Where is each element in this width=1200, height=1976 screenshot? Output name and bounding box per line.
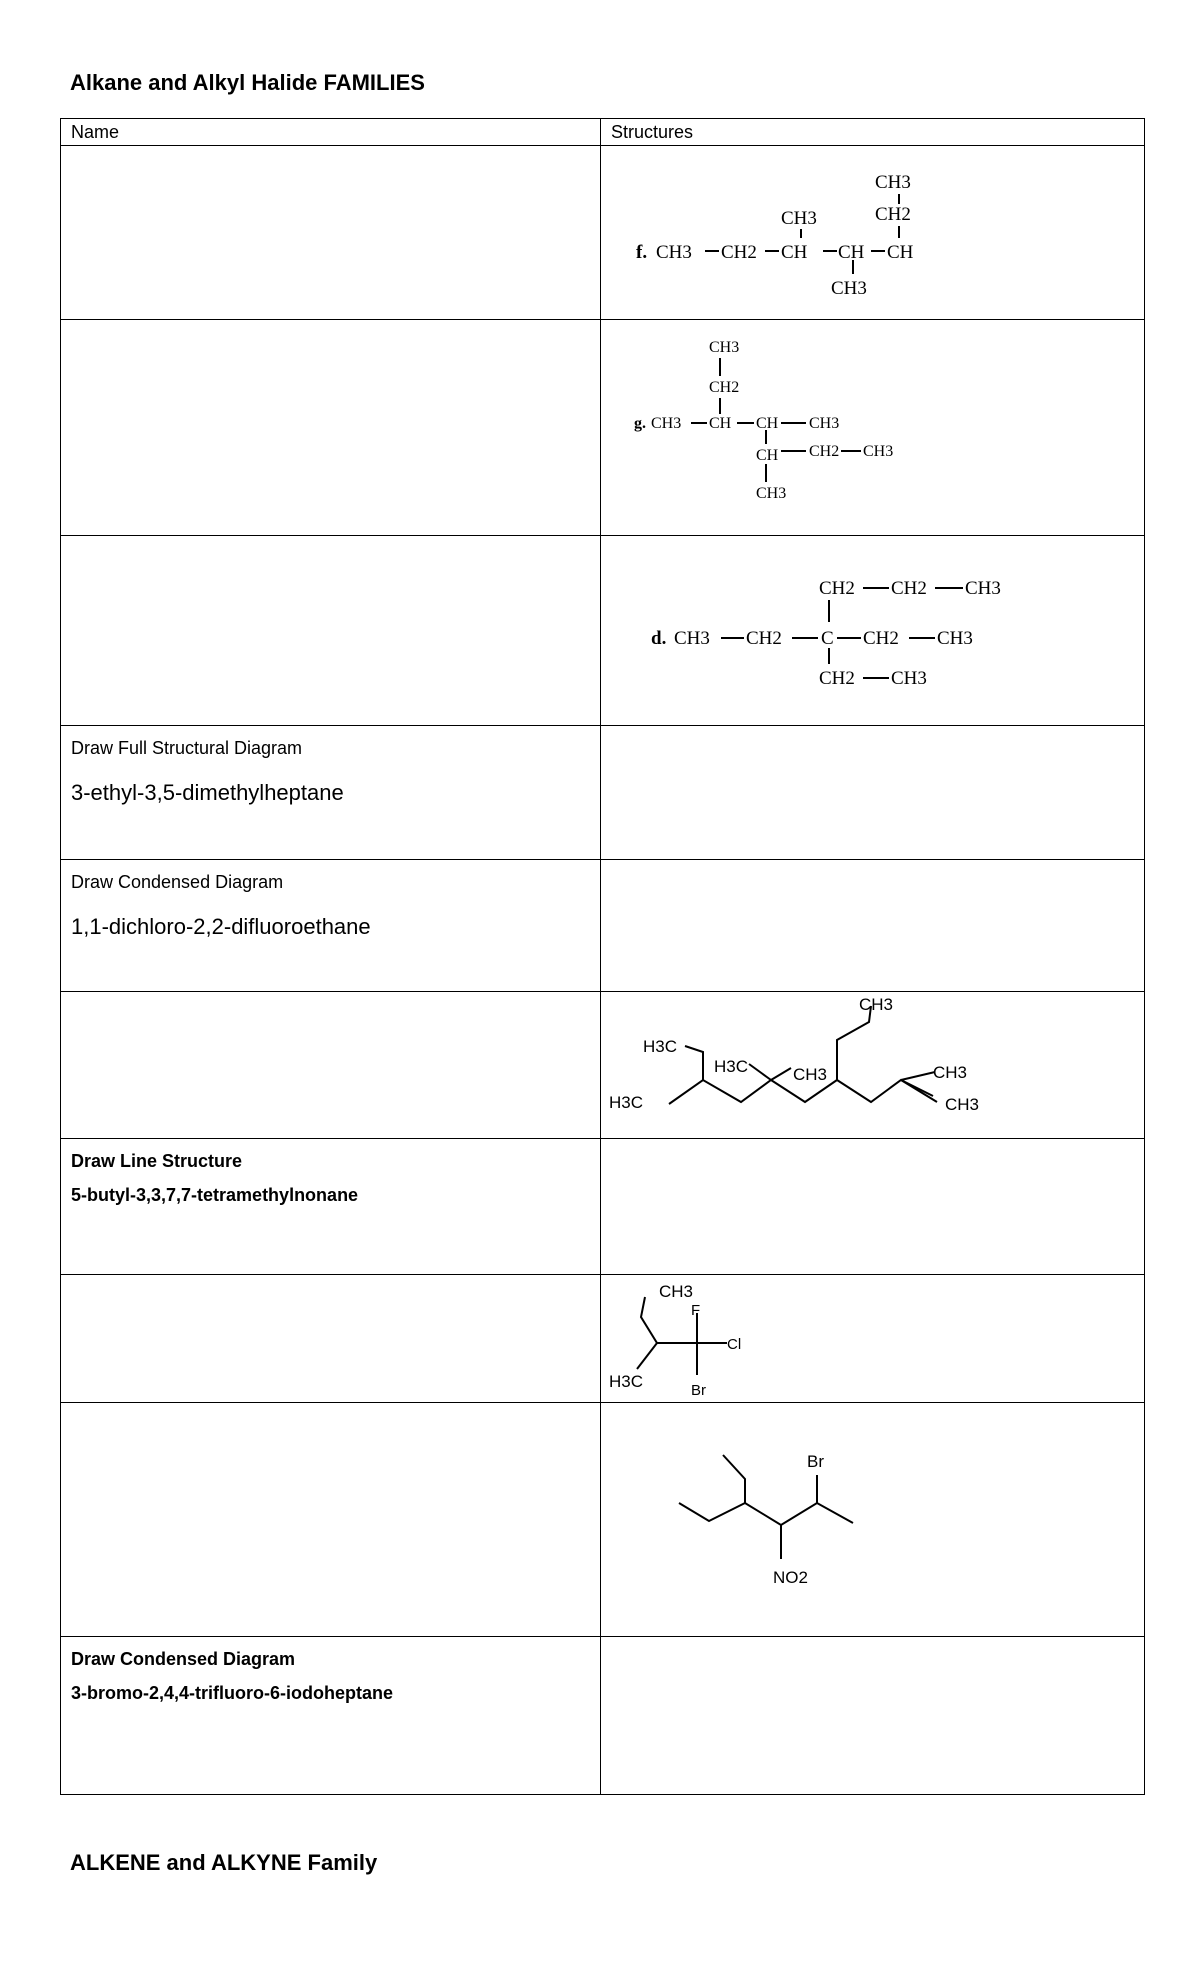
name-cell bbox=[61, 726, 601, 860]
svg-text:CH2: CH2 bbox=[819, 578, 855, 599]
structure-cell bbox=[601, 1275, 1145, 1403]
svg-text:Cl: Cl bbox=[727, 1336, 742, 1353]
section-heading: ALKENE and ALKYNE Family bbox=[70, 1850, 378, 1875]
compound-name: 1,1-dichloro-2,2-difluoroethane bbox=[71, 914, 371, 939]
svg-text:Br: Br bbox=[691, 1382, 706, 1399]
svg-text:CH2: CH2 bbox=[809, 443, 840, 460]
condensed-structure-d bbox=[601, 536, 1145, 726]
svg-text:CH2: CH2 bbox=[709, 379, 740, 396]
svg-text:CH3: CH3 bbox=[891, 668, 927, 689]
svg-text:CH2: CH2 bbox=[875, 204, 911, 225]
svg-text:CH3: CH3 bbox=[859, 995, 894, 1014]
svg-text:CH3: CH3 bbox=[937, 628, 973, 649]
svg-text:CH3: CH3 bbox=[709, 339, 740, 356]
svg-text:CH3: CH3 bbox=[756, 485, 787, 502]
compound-name: 3-bromo-2,4,4-trifluoro-6-iodoheptane bbox=[71, 1683, 394, 1703]
svg-text:CH3: CH3 bbox=[863, 443, 894, 460]
svg-text:NO2: NO2 bbox=[773, 1568, 808, 1587]
page-title: Alkane and Alkyl Halide FAMILIES bbox=[70, 70, 425, 95]
skeletal-structure-haloalkane bbox=[601, 1275, 1145, 1403]
name-answer-cell[interactable] bbox=[61, 1275, 601, 1403]
instruction-text: Draw Full Structural Diagram bbox=[71, 738, 303, 758]
svg-text:CH: CH bbox=[838, 242, 865, 263]
structure-cell bbox=[601, 536, 1145, 726]
svg-text:CH3: CH3 bbox=[809, 415, 840, 432]
svg-text:CH: CH bbox=[756, 447, 779, 464]
name-answer-cell[interactable] bbox=[61, 320, 601, 536]
name-cell bbox=[61, 860, 601, 992]
instruction-text: Draw Condensed Diagram bbox=[71, 1649, 296, 1669]
svg-text:CH3: CH3 bbox=[933, 1063, 968, 1082]
structure-cell bbox=[601, 320, 1145, 536]
svg-text:F: F bbox=[691, 1302, 701, 1319]
condensed-structure-f bbox=[601, 146, 1145, 320]
svg-text:C: C bbox=[821, 628, 834, 649]
table-row bbox=[61, 1275, 1145, 1403]
condensed-structure-g bbox=[601, 320, 1145, 536]
svg-text:f.: f. bbox=[636, 242, 648, 263]
table-header-row bbox=[61, 119, 1145, 146]
structure-answer-cell[interactable] bbox=[601, 1637, 1145, 1795]
svg-text:CH3: CH3 bbox=[965, 578, 1001, 599]
svg-text:CH3: CH3 bbox=[875, 172, 911, 193]
svg-text:CH3: CH3 bbox=[674, 628, 710, 649]
instruction-text: Draw Condensed Diagram bbox=[71, 872, 284, 892]
svg-text:CH2: CH2 bbox=[721, 242, 757, 263]
compound-name: 5-butyl-3,3,7,7-tetramethylnonane bbox=[71, 1185, 359, 1205]
table-row bbox=[61, 992, 1145, 1139]
instruction-text: Draw Line Structure bbox=[71, 1151, 243, 1171]
svg-text:CH3: CH3 bbox=[793, 1065, 828, 1084]
skeletal-structure-nitro bbox=[601, 1403, 1145, 1637]
svg-text:CH3: CH3 bbox=[831, 278, 867, 299]
structure-cell bbox=[601, 1403, 1145, 1637]
table-row bbox=[61, 320, 1145, 536]
svg-text:d.: d. bbox=[651, 628, 667, 649]
worksheet-table bbox=[60, 118, 1145, 1795]
svg-text:CH2: CH2 bbox=[891, 578, 927, 599]
structure-answer-cell[interactable] bbox=[601, 1139, 1145, 1275]
table-row bbox=[61, 860, 1145, 992]
svg-text:CH2: CH2 bbox=[863, 628, 899, 649]
svg-text:CH3: CH3 bbox=[656, 242, 692, 263]
table-row bbox=[61, 1637, 1145, 1795]
svg-text:H3C: H3C bbox=[643, 1037, 678, 1056]
table-row bbox=[61, 726, 1145, 860]
skeletal-structure-nonane bbox=[601, 992, 1145, 1139]
name-answer-cell[interactable] bbox=[61, 1403, 601, 1637]
svg-text:CH: CH bbox=[781, 242, 808, 263]
svg-text:CH3: CH3 bbox=[945, 1095, 980, 1114]
svg-text:H3C: H3C bbox=[609, 1372, 644, 1391]
name-answer-cell[interactable] bbox=[61, 146, 601, 320]
svg-text:CH2: CH2 bbox=[746, 628, 782, 649]
column-header-name: Name bbox=[61, 119, 601, 146]
name-answer-cell[interactable] bbox=[61, 992, 601, 1139]
name-cell bbox=[61, 1139, 601, 1275]
svg-text:H3C: H3C bbox=[714, 1057, 749, 1076]
svg-text:CH2: CH2 bbox=[819, 668, 855, 689]
svg-text:CH: CH bbox=[887, 242, 914, 263]
svg-text:CH3: CH3 bbox=[651, 415, 682, 432]
svg-text:CH3: CH3 bbox=[659, 1282, 694, 1301]
structure-cell bbox=[601, 146, 1145, 320]
structure-answer-cell[interactable] bbox=[601, 860, 1145, 992]
svg-text:Br: Br bbox=[807, 1452, 824, 1471]
svg-text:CH: CH bbox=[756, 415, 779, 432]
column-header-structures: Structures bbox=[601, 119, 1145, 146]
name-answer-cell[interactable] bbox=[61, 536, 601, 726]
svg-text:CH3: CH3 bbox=[781, 208, 817, 229]
table-row bbox=[61, 536, 1145, 726]
structure-answer-cell[interactable] bbox=[601, 726, 1145, 860]
table-row bbox=[61, 1403, 1145, 1637]
svg-text:g.: g. bbox=[634, 415, 646, 432]
svg-text:CH: CH bbox=[709, 415, 732, 432]
name-cell bbox=[61, 1637, 601, 1795]
compound-name: 3-ethyl-3,5-dimethylheptane bbox=[71, 780, 344, 805]
svg-text:H3C: H3C bbox=[609, 1093, 644, 1112]
table-row bbox=[61, 1139, 1145, 1275]
structure-cell bbox=[601, 992, 1145, 1139]
table-row bbox=[61, 146, 1145, 320]
